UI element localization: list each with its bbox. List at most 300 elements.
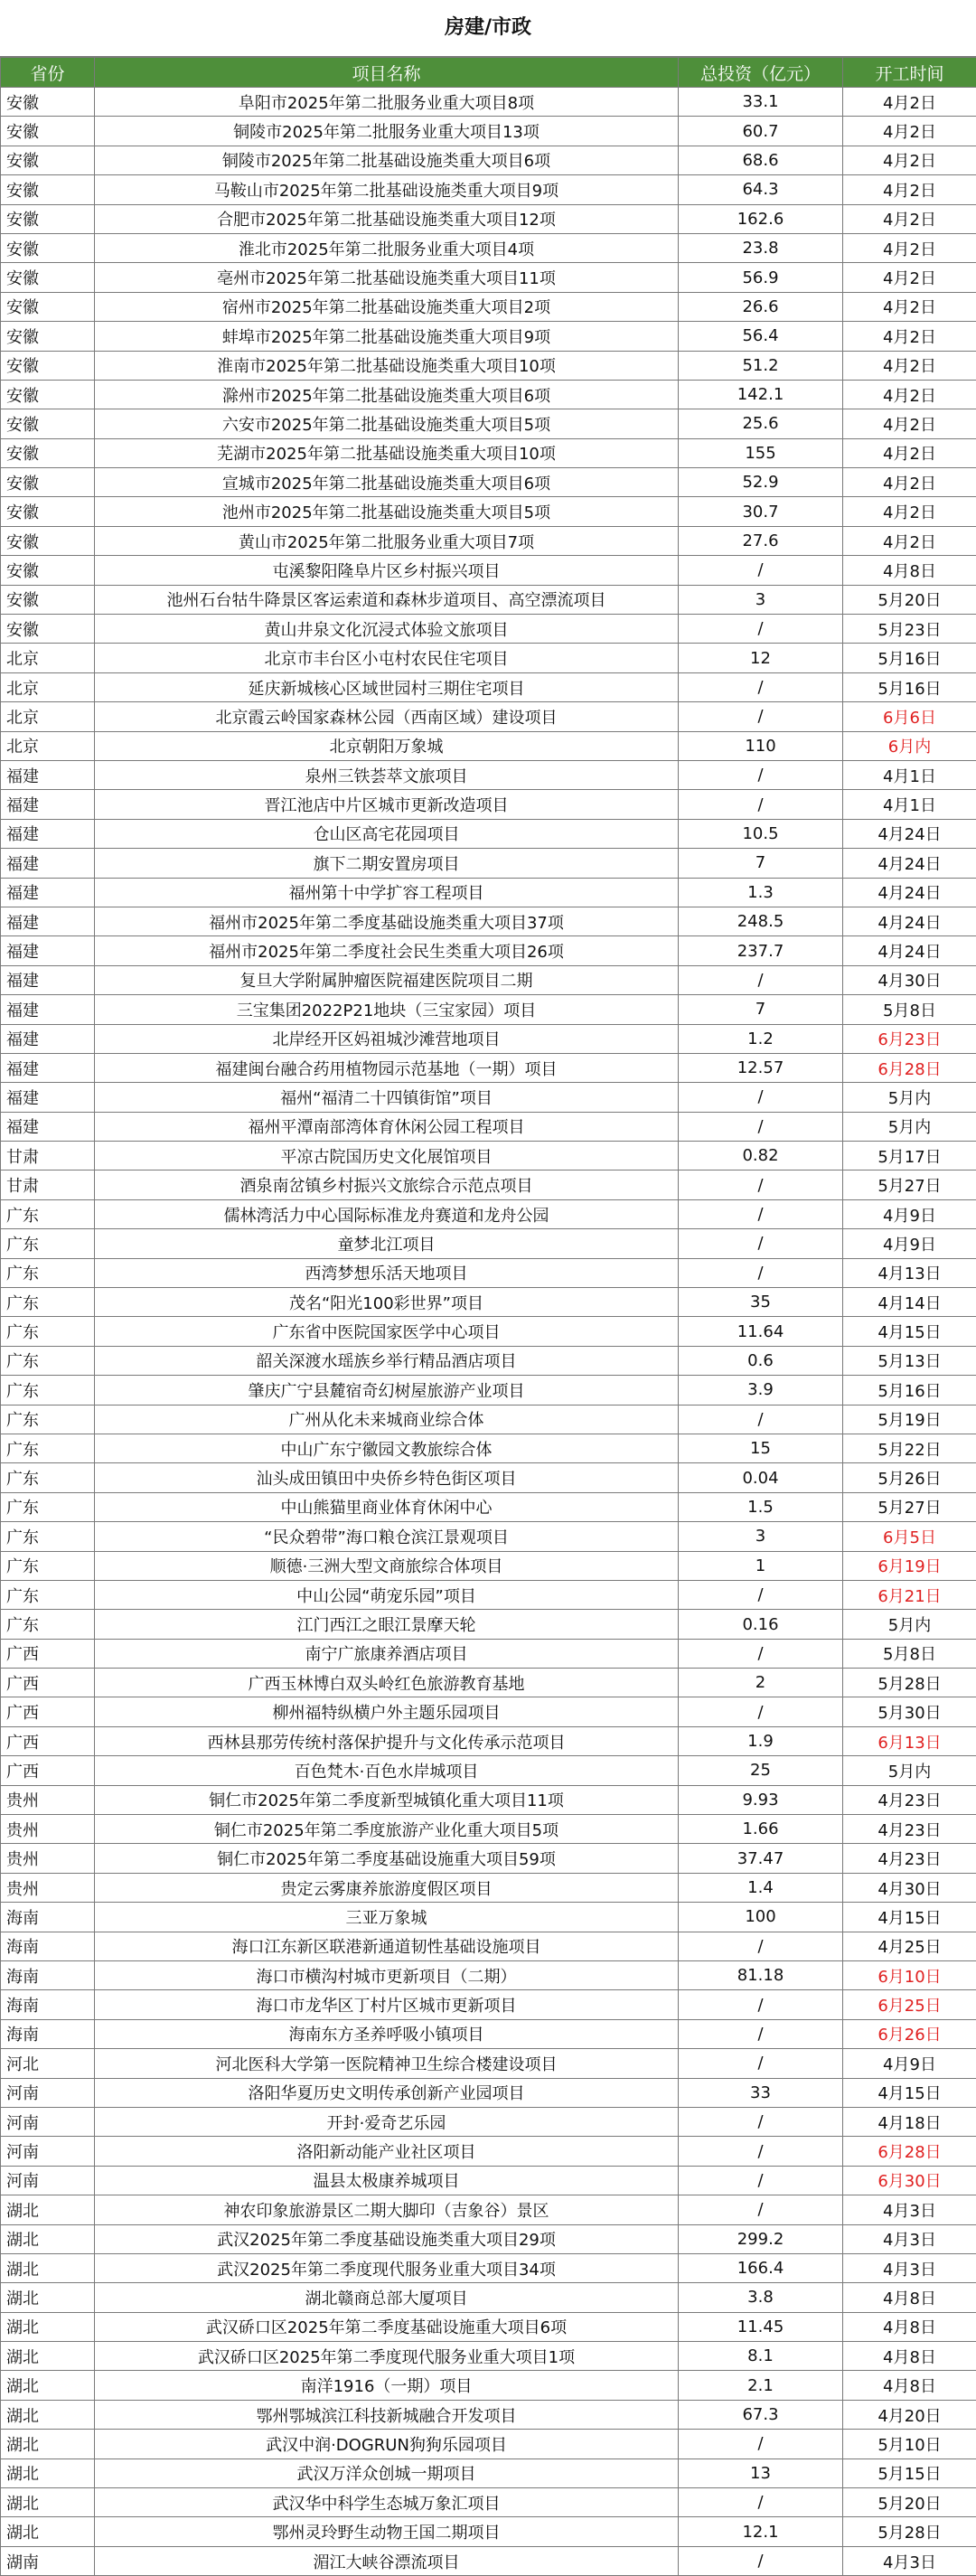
cell-project-name: 铜仁市2025年第二季度旅游产业化重大项目5项 (95, 1815, 679, 1844)
cell-project-name: 汕头成田镇田中央侨乡特色街区项目 (95, 1463, 679, 1492)
table-row (1, 1610, 976, 1639)
cell-project-name: 阜阳市2025年第二批服务业重大项目8项 (95, 88, 679, 117)
cell-start-time: 5月27日 (843, 1492, 976, 1521)
table-row (1, 2107, 976, 2136)
cell-start-time: 4月2日 (843, 322, 976, 351)
cell-project-name: 武汉万洋众创城一期项目 (95, 2458, 679, 2487)
cell-start-time: 5月15日 (843, 2458, 976, 2487)
cell-investment: 1.2 (679, 1024, 843, 1053)
cell-investment: 3.9 (679, 1376, 843, 1405)
cell-start-time: 4月2日 (843, 351, 976, 380)
cell-project-name: 铜陵市2025年第二批基础设施类重大项目6项 (95, 146, 679, 174)
cell-province: 安徽 (1, 233, 95, 262)
cell-start-time: 6月23日 (843, 1024, 976, 1053)
table-row (1, 468, 976, 497)
table-row (1, 146, 976, 174)
cell-start-time: 4月15日 (843, 2078, 976, 2107)
cell-province: 湖南 (1, 2546, 95, 2575)
cell-investment: 67.3 (679, 2400, 843, 2429)
header-project-name: 项目名称 (95, 58, 679, 88)
cell-province: 广东 (1, 1405, 95, 1434)
cell-project-name: 茂名“阳光100彩世界”项目 (95, 1288, 679, 1317)
cell-project-name: 铜仁市2025年第二季度新型城镇化重大项目11项 (95, 1785, 679, 1814)
table-row (1, 2312, 976, 2341)
table-row (1, 322, 976, 351)
cell-province: 安徽 (1, 204, 95, 233)
table-row (1, 1112, 976, 1141)
cell-investment: 12.1 (679, 2517, 843, 2546)
cell-province: 安徽 (1, 497, 95, 526)
cell-project-name: 三亚万象城 (95, 1903, 679, 1932)
cell-start-time: 4月8日 (843, 2283, 976, 2312)
cell-project-name: 贵定云雾康养旅游度假区项目 (95, 1873, 679, 1902)
cell-project-name: 柳州福特纵横户外主题乐园项目 (95, 1697, 679, 1726)
cell-project-name: “民众碧带”海口粮仓滨江景观项目 (95, 1522, 679, 1551)
cell-start-time: 4月30日 (843, 965, 976, 994)
cell-province: 海南 (1, 1961, 95, 1990)
cell-project-name: 宣城市2025年第二批基础设施类重大项目6项 (95, 468, 679, 497)
cell-project-name: 旗下二期安置房项目 (95, 849, 679, 878)
cell-project-name: 铜仁市2025年第二季度基础设施重大项目59项 (95, 1844, 679, 1873)
cell-project-name: 广州从化未来城商业综合体 (95, 1405, 679, 1434)
cell-investment: 51.2 (679, 351, 843, 380)
cell-investment: 7 (679, 849, 843, 878)
cell-investment: 155 (679, 438, 843, 467)
cell-project-name: 六安市2025年第二批基础设施类重大项目5项 (95, 409, 679, 438)
cell-project-name: 武汉2025年第二季度现代服务业重大项目34项 (95, 2253, 679, 2282)
table-row (1, 409, 976, 438)
cell-project-name: 武汉华中科学生态城万象汇项目 (95, 2488, 679, 2517)
cell-province: 福建 (1, 760, 95, 789)
table-row (1, 2049, 976, 2078)
cell-project-name: 池州市2025年第二批基础设施类重大项目5项 (95, 497, 679, 526)
table-row (1, 1551, 976, 1580)
cell-province: 福建 (1, 819, 95, 848)
cell-project-name: 中山公园“萌宠乐园”项目 (95, 1580, 679, 1609)
cell-province: 贵州 (1, 1873, 95, 1902)
cell-investment: 68.6 (679, 146, 843, 174)
cell-project-name: 武汉硚口区2025年第二季度基础设施重大项目6项 (95, 2312, 679, 2341)
cell-province: 湖北 (1, 2517, 95, 2546)
cell-province: 安徽 (1, 585, 95, 614)
cell-province: 湖北 (1, 2430, 95, 2458)
cell-investment: / (679, 1580, 843, 1609)
table-body (1, 88, 976, 2576)
cell-province: 福建 (1, 907, 95, 935)
cell-investment: 100 (679, 1903, 843, 1932)
table-row (1, 2371, 976, 2400)
cell-investment: 56.9 (679, 263, 843, 292)
cell-province: 广东 (1, 1317, 95, 1346)
cell-start-time: 6月21日 (843, 1580, 976, 1609)
cell-investment: 81.18 (679, 1961, 843, 1990)
cell-investment: 25 (679, 1756, 843, 1785)
cell-province: 安徽 (1, 380, 95, 409)
header-province: 省份 (1, 58, 95, 88)
table-row (1, 1756, 976, 1785)
cell-investment: / (679, 615, 843, 644)
cell-start-time: 4月23日 (843, 1844, 976, 1873)
cell-start-time: 4月2日 (843, 233, 976, 262)
cell-investment: / (679, 1199, 843, 1228)
table-row (1, 672, 976, 701)
cell-project-name: 福州“福清二十四镇街馆”项目 (95, 1083, 679, 1112)
cell-investment: 33.1 (679, 88, 843, 117)
cell-province: 广东 (1, 1610, 95, 1639)
cell-investment: / (679, 2166, 843, 2195)
table-row (1, 1961, 976, 1990)
cell-project-name: 蚌埠市2025年第二批基础设施类重大项目9项 (95, 322, 679, 351)
cell-start-time: 4月2日 (843, 88, 976, 117)
cell-start-time: 4月8日 (843, 2312, 976, 2341)
cell-province: 贵州 (1, 1785, 95, 1814)
cell-province: 湖北 (1, 2312, 95, 2341)
cell-start-time: 4月2日 (843, 380, 976, 409)
cell-province: 北京 (1, 731, 95, 760)
table-row (1, 1288, 976, 1317)
cell-start-time: 5月28日 (843, 2517, 976, 2546)
cell-project-name: 铜陵市2025年第二批服务业重大项目13项 (95, 117, 679, 146)
cell-investment: 0.6 (679, 1346, 843, 1375)
cell-province: 湖北 (1, 2195, 95, 2224)
cell-investment: 299.2 (679, 2224, 843, 2253)
cell-start-time: 4月24日 (843, 878, 976, 907)
cell-investment: / (679, 2049, 843, 2078)
cell-province: 广西 (1, 1726, 95, 1755)
cell-province: 湖北 (1, 2371, 95, 2400)
cell-project-name: 复旦大学附属肿瘤医院福建医院项目二期 (95, 965, 679, 994)
cell-project-name: 福州市2025年第二季度社会民生类重大项目26项 (95, 936, 679, 965)
table-row (1, 1726, 976, 1755)
cell-province: 海南 (1, 1932, 95, 1960)
cell-investment: 26.6 (679, 292, 843, 321)
cell-province: 福建 (1, 1112, 95, 1141)
table-row (1, 2224, 976, 2253)
cell-start-time: 4月2日 (843, 497, 976, 526)
cell-project-name: 洛阳华夏历史文明传承创新产业园项目 (95, 2078, 679, 2107)
cell-start-time: 5月20日 (843, 2488, 976, 2517)
cell-start-time: 4月3日 (843, 2224, 976, 2253)
table-row (1, 2517, 976, 2546)
cell-province: 福建 (1, 878, 95, 907)
cell-project-name: 西湾梦想乐活天地项目 (95, 1258, 679, 1287)
cell-province: 海南 (1, 1990, 95, 2019)
cell-investment: / (679, 1990, 843, 2019)
cell-start-time: 6月19日 (843, 1551, 976, 1580)
table-row (1, 2488, 976, 2517)
cell-province: 广西 (1, 1669, 95, 1697)
cell-investment: / (679, 556, 843, 585)
cell-province: 安徽 (1, 468, 95, 497)
cell-province: 河南 (1, 2166, 95, 2195)
table-row (1, 1492, 976, 1521)
cell-investment: 8.1 (679, 2342, 843, 2371)
cell-start-time: 4月2日 (843, 263, 976, 292)
cell-investment: 25.6 (679, 409, 843, 438)
cell-project-name: 中山广东宁徽园文教旅综合体 (95, 1434, 679, 1462)
cell-province: 福建 (1, 965, 95, 994)
table-row (1, 233, 976, 262)
cell-province: 安徽 (1, 117, 95, 146)
cell-province: 广东 (1, 1580, 95, 1609)
cell-investment: 110 (679, 731, 843, 760)
table-row (1, 1024, 976, 1053)
table-row (1, 204, 976, 233)
cell-project-name: 神农印象旅游景区二期大脚印（吉象谷）景区 (95, 2195, 679, 2224)
table-row (1, 907, 976, 935)
table-row (1, 2137, 976, 2166)
cell-project-name: 中山熊猫里商业体育休闲中心 (95, 1492, 679, 1521)
cell-project-name: 北京霞云岭国家森林公园（西南区域）建设项目 (95, 702, 679, 731)
page-title: 房建/市政 (0, 0, 976, 57)
cell-investment: / (679, 1697, 843, 1726)
cell-investment: 56.4 (679, 322, 843, 351)
cell-start-time: 4月2日 (843, 468, 976, 497)
cell-province: 河南 (1, 2137, 95, 2166)
cell-province: 河南 (1, 2078, 95, 2107)
table-row (1, 1083, 976, 1112)
header-start-time: 开工时间 (843, 58, 976, 88)
table-row (1, 1903, 976, 1932)
cell-investment: 7 (679, 995, 843, 1024)
cell-investment: / (679, 1170, 843, 1199)
cell-project-name: 百色梵木·百色水岸城项目 (95, 1756, 679, 1785)
cell-province: 广东 (1, 1288, 95, 1317)
cell-project-name: 北岸经开区妈祖城沙滩营地项目 (95, 1024, 679, 1053)
cell-start-time: 4月15日 (843, 1903, 976, 1932)
cell-project-name: 北京市丰台区小屯村农民住宅项目 (95, 644, 679, 672)
cell-start-time: 6月6日 (843, 702, 976, 731)
cell-start-time: 4月3日 (843, 2546, 976, 2575)
project-table (0, 57, 976, 2576)
table-row (1, 175, 976, 204)
cell-investment: / (679, 790, 843, 819)
cell-province: 甘肃 (1, 1170, 95, 1199)
table-row (1, 731, 976, 760)
cell-province: 甘肃 (1, 1142, 95, 1170)
table-row (1, 1199, 976, 1228)
cell-project-name: 韶关深渡水瑶族乡举行精品酒店项目 (95, 1346, 679, 1375)
table-row (1, 1669, 976, 1697)
cell-province: 河北 (1, 2049, 95, 2078)
cell-start-time: 4月23日 (843, 1815, 976, 1844)
cell-investment: / (679, 702, 843, 731)
table-row (1, 1229, 976, 1258)
cell-investment: / (679, 2430, 843, 2458)
cell-start-time: 4月8日 (843, 556, 976, 585)
cell-start-time: 4月2日 (843, 146, 976, 174)
cell-investment: 2.1 (679, 2371, 843, 2400)
cell-project-name: 亳州市2025年第二批基础设施类重大项目11项 (95, 263, 679, 292)
table-row (1, 1697, 976, 1726)
cell-project-name: 宿州市2025年第二批基础设施类重大项目2项 (95, 292, 679, 321)
cell-province: 广东 (1, 1258, 95, 1287)
cell-start-time: 4月2日 (843, 204, 976, 233)
cell-start-time: 5月17日 (843, 1142, 976, 1170)
cell-start-time: 5月13日 (843, 1346, 976, 1375)
cell-investment: 10.5 (679, 819, 843, 848)
cell-investment: 15 (679, 1434, 843, 1462)
cell-project-name: 广东省中医院国家医学中心项目 (95, 1317, 679, 1346)
cell-project-name: 江门西江之眼江景摩天轮 (95, 1610, 679, 1639)
cell-investment: 3.8 (679, 2283, 843, 2312)
table-row (1, 790, 976, 819)
cell-investment: / (679, 1229, 843, 1258)
cell-project-name: 儒林湾活力中心国际标准龙舟赛道和龙舟公园 (95, 1199, 679, 1228)
cell-start-time: 5月27日 (843, 1170, 976, 1199)
cell-province: 广东 (1, 1522, 95, 1551)
cell-start-time: 4月8日 (843, 2371, 976, 2400)
cell-project-name: 海口市龙华区丁村片区城市更新项目 (95, 1990, 679, 2019)
cell-province: 广东 (1, 1434, 95, 1462)
cell-investment: / (679, 1639, 843, 1668)
cell-start-time: 4月25日 (843, 1932, 976, 1960)
cell-province: 安徽 (1, 175, 95, 204)
table-row (1, 1434, 976, 1462)
cell-project-name: 福州第十中学扩容工程项目 (95, 878, 679, 907)
cell-investment: / (679, 2107, 843, 2136)
table-row (1, 702, 976, 731)
cell-project-name: 洛阳新动能产业社区项目 (95, 2137, 679, 2166)
cell-project-name: 海口市横沟村城市更新项目（二期） (95, 1961, 679, 1990)
cell-investment: 35 (679, 1288, 843, 1317)
cell-province: 广东 (1, 1463, 95, 1492)
cell-start-time: 6月30日 (843, 2166, 976, 2195)
cell-investment: / (679, 2488, 843, 2517)
cell-project-name: 延庆新城核心区域世园村三期住宅项目 (95, 672, 679, 701)
table-row (1, 849, 976, 878)
cell-start-time: 5月10日 (843, 2430, 976, 2458)
cell-project-name: 黄山市2025年第二批服务业重大项目7项 (95, 526, 679, 555)
cell-province: 北京 (1, 702, 95, 731)
table-row (1, 615, 976, 644)
cell-start-time: 5月内 (843, 1610, 976, 1639)
cell-province: 安徽 (1, 409, 95, 438)
cell-project-name: 平凉古院国历史文化展馆项目 (95, 1142, 679, 1170)
cell-start-time: 5月内 (843, 1112, 976, 1141)
cell-investment: / (679, 2019, 843, 2048)
cell-province: 安徽 (1, 322, 95, 351)
cell-investment: 27.6 (679, 526, 843, 555)
table-row (1, 1932, 976, 1960)
cell-start-time: 4月14日 (843, 1288, 976, 1317)
cell-investment: 162.6 (679, 204, 843, 233)
cell-project-name: 泉州三铁荟萃文旅项目 (95, 760, 679, 789)
cell-province: 安徽 (1, 292, 95, 321)
table-row (1, 380, 976, 409)
cell-investment: / (679, 965, 843, 994)
cell-investment: / (679, 2195, 843, 2224)
cell-project-name: 酒泉南岔镇乡村振兴文旅综合示范点项目 (95, 1170, 679, 1199)
table-row (1, 1142, 976, 1170)
cell-project-name: 武汉中润·DOGRUN狗狗乐园项目 (95, 2430, 679, 2458)
cell-investment: / (679, 2546, 843, 2575)
cell-investment: 33 (679, 2078, 843, 2107)
cell-investment: 237.7 (679, 936, 843, 965)
cell-province: 福建 (1, 936, 95, 965)
table-row (1, 2253, 976, 2282)
cell-start-time: 4月1日 (843, 790, 976, 819)
cell-start-time: 4月23日 (843, 1785, 976, 1814)
cell-start-time: 5月16日 (843, 1376, 976, 1405)
cell-project-name: 屯溪黎阳隆阜片区乡村振兴项目 (95, 556, 679, 585)
cell-project-name: 北京朝阳万象城 (95, 731, 679, 760)
cell-project-name: 广西玉林博白双头岭红色旅游教育基地 (95, 1669, 679, 1697)
cell-province: 广东 (1, 1492, 95, 1521)
cell-province: 北京 (1, 644, 95, 672)
cell-start-time: 4月1日 (843, 760, 976, 789)
cell-investment: 3 (679, 1522, 843, 1551)
cell-investment: 0.04 (679, 1463, 843, 1492)
cell-province: 海南 (1, 2019, 95, 2048)
cell-project-name: 池州石台牯牛降景区客运索道和森林步道项目、高空漂流项目 (95, 585, 679, 614)
cell-investment: 166.4 (679, 2253, 843, 2282)
cell-project-name: 温县太极康养城项目 (95, 2166, 679, 2195)
cell-start-time: 4月3日 (843, 2253, 976, 2282)
table-row (1, 1815, 976, 1844)
cell-project-name: 湖北赣商总部大厦项目 (95, 2283, 679, 2312)
cell-investment: 1.66 (679, 1815, 843, 1844)
cell-province: 福建 (1, 1053, 95, 1082)
table-row (1, 1317, 976, 1346)
cell-start-time: 4月13日 (843, 1258, 976, 1287)
cell-investment: 60.7 (679, 117, 843, 146)
cell-province: 安徽 (1, 351, 95, 380)
table-row (1, 351, 976, 380)
cell-province: 湖北 (1, 2400, 95, 2429)
cell-province: 湖北 (1, 2253, 95, 2282)
cell-investment: 52.9 (679, 468, 843, 497)
cell-start-time: 6月10日 (843, 1961, 976, 1990)
cell-investment: 1.3 (679, 878, 843, 907)
table-row (1, 585, 976, 614)
cell-project-name: 淮南市2025年第二批基础设施类重大项目10项 (95, 351, 679, 380)
cell-project-name: 福建闽台融合药用植物园示范基地（一期）项目 (95, 1053, 679, 1082)
table-row (1, 292, 976, 321)
cell-investment: 2 (679, 1669, 843, 1697)
cell-start-time: 5月16日 (843, 672, 976, 701)
cell-investment: 12 (679, 644, 843, 672)
cell-province: 海南 (1, 1903, 95, 1932)
table-row (1, 1873, 976, 1902)
table-row (1, 1522, 976, 1551)
cell-investment: 1 (679, 1551, 843, 1580)
table-row (1, 1170, 976, 1199)
table-row (1, 1376, 976, 1405)
cell-project-name: 开封·爱奇艺乐园 (95, 2107, 679, 2136)
cell-investment: / (679, 1258, 843, 1287)
cell-start-time: 4月2日 (843, 117, 976, 146)
cell-start-time: 4月2日 (843, 526, 976, 555)
cell-start-time: 4月2日 (843, 409, 976, 438)
cell-province: 湖北 (1, 2342, 95, 2371)
table-row (1, 1844, 976, 1873)
cell-investment: 30.7 (679, 497, 843, 526)
cell-investment: 13 (679, 2458, 843, 2487)
cell-province: 安徽 (1, 88, 95, 117)
cell-start-time: 5月23日 (843, 615, 976, 644)
cell-project-name: 海南东方圣养呼吸小镇项目 (95, 2019, 679, 2048)
cell-province: 湖北 (1, 2224, 95, 2253)
cell-project-name: 淮北市2025年第二批服务业重大项目4项 (95, 233, 679, 262)
cell-investment: 1.5 (679, 1492, 843, 1521)
table-row (1, 1580, 976, 1609)
cell-province: 广东 (1, 1229, 95, 1258)
cell-province: 贵州 (1, 1815, 95, 1844)
table-row (1, 2546, 976, 2575)
cell-investment: 142.1 (679, 380, 843, 409)
table-row (1, 497, 976, 526)
